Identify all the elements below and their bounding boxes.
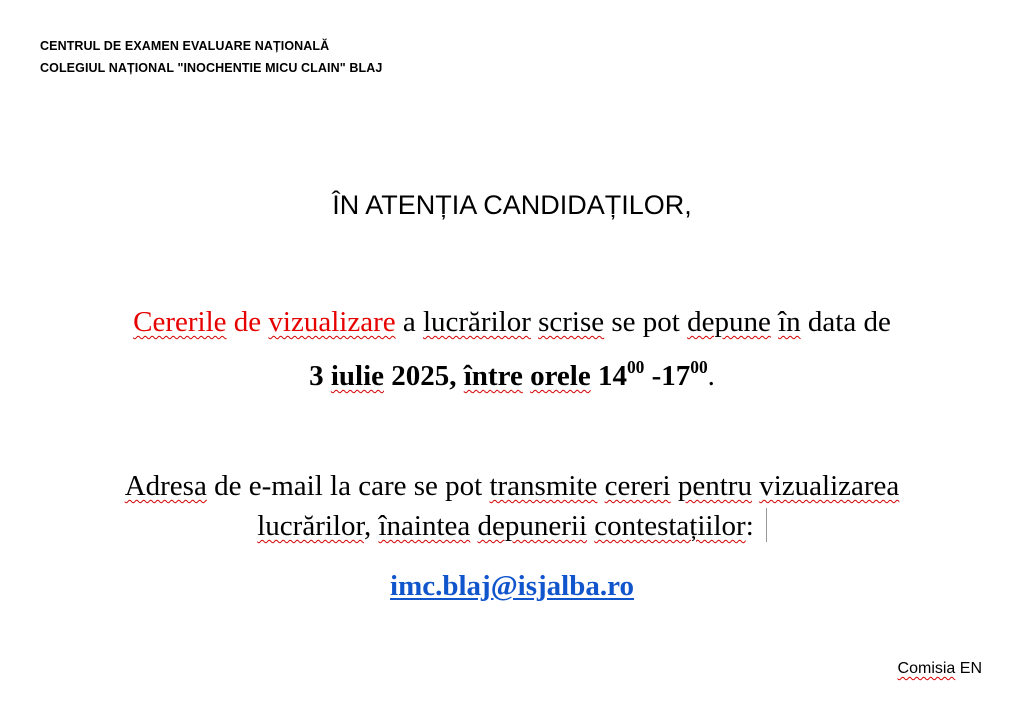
email-line: [0, 566, 1024, 606]
text-de: de: [226, 306, 269, 338]
hour-end-minutes: 00: [690, 356, 708, 377]
word-vizualizare: vizualizare: [268, 306, 396, 338]
header: [40, 35, 382, 79]
word-depune: depune: [687, 306, 771, 338]
date-day: 3: [309, 360, 331, 392]
text-comma: ,: [363, 510, 379, 542]
header-line-college: COLEGIUL NAȚIONAL "INOCHENTIE MICU CLAIN" BLAJ: [40, 61, 383, 75]
text-data-de: data de: [800, 306, 891, 338]
email-info-paragraph: [0, 466, 1024, 546]
header-line-exam-center: CENTRUL DE EXAMEN EVALUARE NAȚIONALĂ: [40, 39, 330, 53]
text-cursor: [766, 508, 767, 542]
word-intre: între: [463, 360, 523, 392]
word-depunerii: depunerii: [477, 510, 588, 542]
word-pentru: pentru: [677, 470, 752, 502]
word-contestatiilor: contestațiilor: [594, 510, 746, 542]
notice-date-line: [0, 356, 1024, 396]
text-colon: :: [745, 510, 754, 542]
hour-end: -17: [644, 360, 691, 392]
text-a: a: [395, 306, 423, 338]
word-adresa: Adresa: [124, 470, 207, 502]
date-year: 2025,: [384, 360, 464, 392]
notice-paragraph: [0, 302, 1024, 396]
word-lucrarilor-2: lucrărilor: [257, 510, 364, 542]
space: [671, 470, 678, 502]
space: [470, 510, 477, 542]
text-en: EN: [955, 660, 982, 677]
word-vizualizarea: vizualizarea: [759, 470, 900, 502]
word-scrise: scrise: [538, 306, 605, 338]
notice-line-1: [0, 302, 1024, 342]
word-cererile: Cererile: [133, 306, 227, 338]
word-cereri: cereri: [604, 470, 671, 502]
text-se-pot: se pot: [604, 306, 688, 338]
email-link[interactable]: imc.blaj@isjalba.ro: [390, 570, 634, 602]
word-comisia: Comisia: [897, 660, 956, 677]
word-iulie: iulie: [330, 360, 384, 392]
word-orele: orele: [530, 360, 591, 392]
space: [597, 470, 604, 502]
word-lucrarilor: lucrărilor: [422, 306, 531, 338]
word-inaintea: înaintea: [378, 510, 471, 542]
word-in: în: [778, 306, 801, 338]
footer-signature: [898, 658, 982, 680]
hour-start: 14: [590, 360, 627, 392]
page-title: ÎN ATENȚIA CANDIDAȚILOR,: [332, 190, 692, 220]
word-transmite: transmite: [489, 470, 598, 502]
hour-start-minutes: 00: [626, 356, 645, 377]
space: [523, 360, 530, 392]
text-de-email: de e-mail la care se pot: [206, 470, 490, 502]
period: .: [707, 360, 715, 392]
